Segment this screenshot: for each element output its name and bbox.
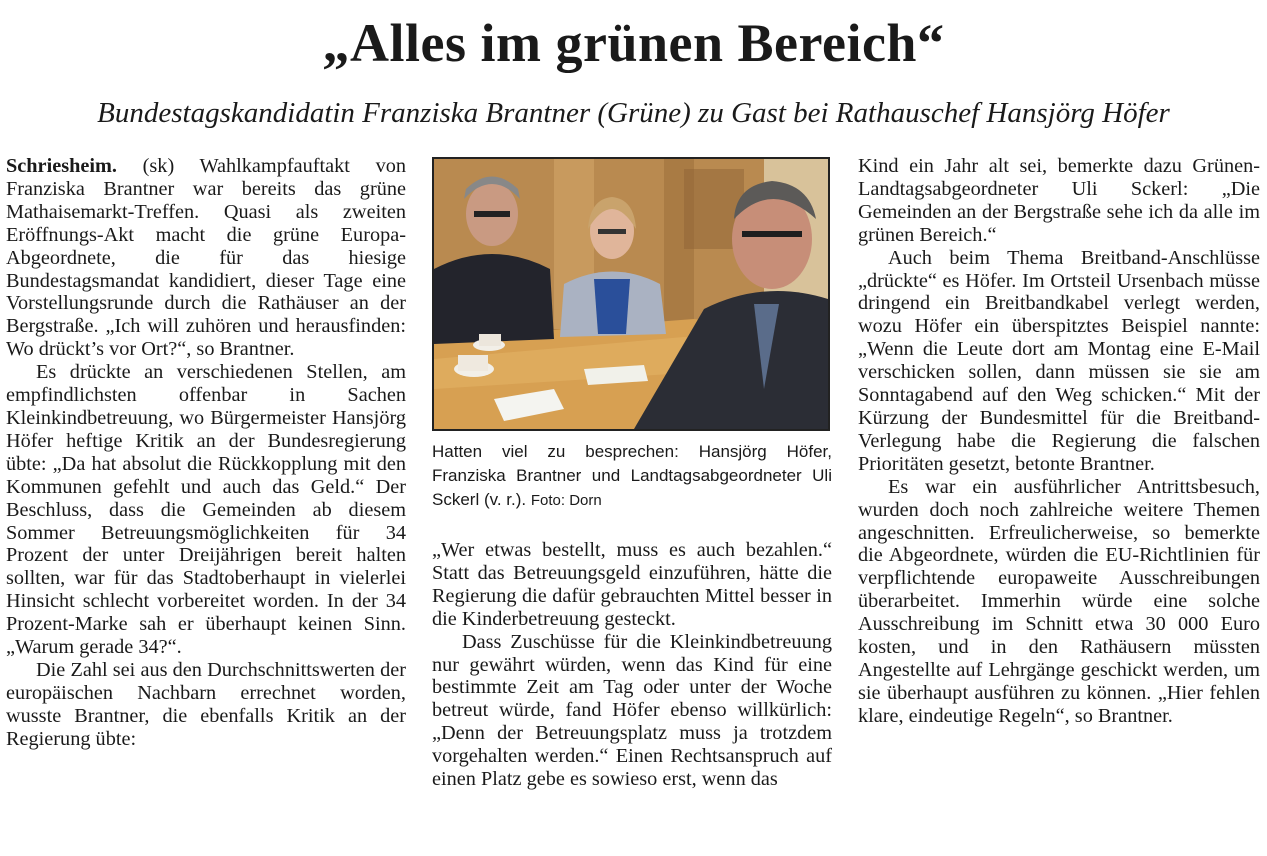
dateline: Schriesheim. <box>6 155 117 177</box>
paragraph: Die Zahl sei aus den Durchschnittswerten der europäischen Nachbarn errechnet worden, wusste Brantner, die ebenfalls Kritik an der Regierung übte: <box>6 658 406 750</box>
paragraph: Es drückte an verschiedenen Stellen, am empfindlichsten offenbar in Sachen Kleinkindbetreuung, wo Bürgermeister Hansjörg Höfer heftige Kritik an der Bundesregierung übte: „Da hat absolut die Rückkopplung mit den Kommunen gefehlt und auch das Geld.“ Der Beschluss, dass die Gemeinden ab diesem Sommer Betreuungsmöglichkeiten für 34 Prozent der unter Dreijährigen bereit halten sollten, war für das Stadtoberhaupt in vielerlei Hinsicht schlecht vorbereitet worden. In der 34 Prozent-Marke sah er überhaupt keinen Sinn. „Warum gerade 34?“. <box>6 361 406 659</box>
paragraph: Auch beim Thema Breitband-Anschlüsse „drückte“ es Höfer. Im Ortsteil Ursenbach müsse dringend ein Breitbandkabel verlegt werden, wozu Höfer ein überspitztes Beispiel nannte: „Wenn die Leute dort am Montag eine E-Mail verschicken sollen, dann müssen sie sie am Sonntagabend auf den Weg schicken.“ Mit der Kürzung der Bundesmittel für die Breitband-Verlegung habe die Regierung die falschen Prioritäten gesetzt, betonte Brantner. <box>858 246 1260 475</box>
article-column-2 <box>432 539 832 791</box>
photo-illustration <box>434 159 828 429</box>
article-photo <box>432 157 830 431</box>
subheadline: Bundestagskandidatin Franziska Brantner (Grüne) zu Gast bei Rathauschef Hansjörg Höfer <box>97 97 1170 129</box>
caption-text: Hatten viel zu besprechen: Hansjörg Höfer, Franziska Brantner und Landtagsabgeordneter Uli Sckerl (v. r.). <box>432 442 832 509</box>
paragraph-text: (sk) Wahlkampfauftakt von Franziska Brantner war bereits das grüne Mathaisemarkt-Treffen. Quasi als zweiten Eröffnungs-Akt macht die grüne Europa-Abgeordnete, die für das hiesige Bundestagsmandat kandidiert, dieser Tage eine Vorstellungsrunde durch die Rathäuser an der Bergstraße. „Ich will zuhören und herausfinden: Wo drückt’s vor Ort?“, so Brantner. <box>6 155 406 361</box>
photo-caption <box>432 440 832 513</box>
article-column-1 <box>6 155 406 751</box>
paragraph: Dass Zuschüsse für die Kleinkindbetreuung nur gewährt würden, wenn das Kind für eine bestimmte Zeit am Tag oder unter der Woche betreut würde, fand Höfer ebenso willkürlich: „Denn der Betreuungsplatz muss ja trotzdem vorgehalten werden.“ Einen Rechtsanspruch auf einen Platz gebe es sowieso erst, wenn das <box>432 630 832 791</box>
paragraph: „Wer etwas bestellt, muss es auch bezahlen.“ Statt das Betreuungsgeld einzuführen, hätte die Regierung die dafür gebrauchten Mittel besser in die Kinderbetreuung gesteckt. <box>432 539 832 630</box>
article-column-3 <box>858 155 1260 728</box>
photo-credit: Foto: Dorn <box>530 492 602 509</box>
paragraph: Kind ein Jahr alt sei, bemerkte dazu Grünen-Landtagsabgeordneter Uli Sckerl: „Die Gemeinden an der Bergstraße sehe ich da alle im grünen Bereich.“ <box>858 155 1260 246</box>
paragraph <box>6 155 406 361</box>
paragraph: Es war ein ausführlicher Antrittsbesuch, wurden doch noch zahlreiche weitere Themen angeschnitten. Erfreulicherweise, so bemerkte die Abgeordnete, würden die EU-Richtlinien für verpflichtende europaweite Ausschreibungen überarbeitet. Immerhin würde eine solche Ausschreibung im Schnitt etwa 30 000 Euro kosten, und in den Rathäusern müssten Angestellte auf Lehrgänge geschickt werden, um sie überhaupt ausführen zu können. „Hier fehlen klare, eindeutige Regeln“, so Brantner. <box>858 475 1260 727</box>
headline: „Alles im grünen Bereich“ <box>322 13 945 73</box>
